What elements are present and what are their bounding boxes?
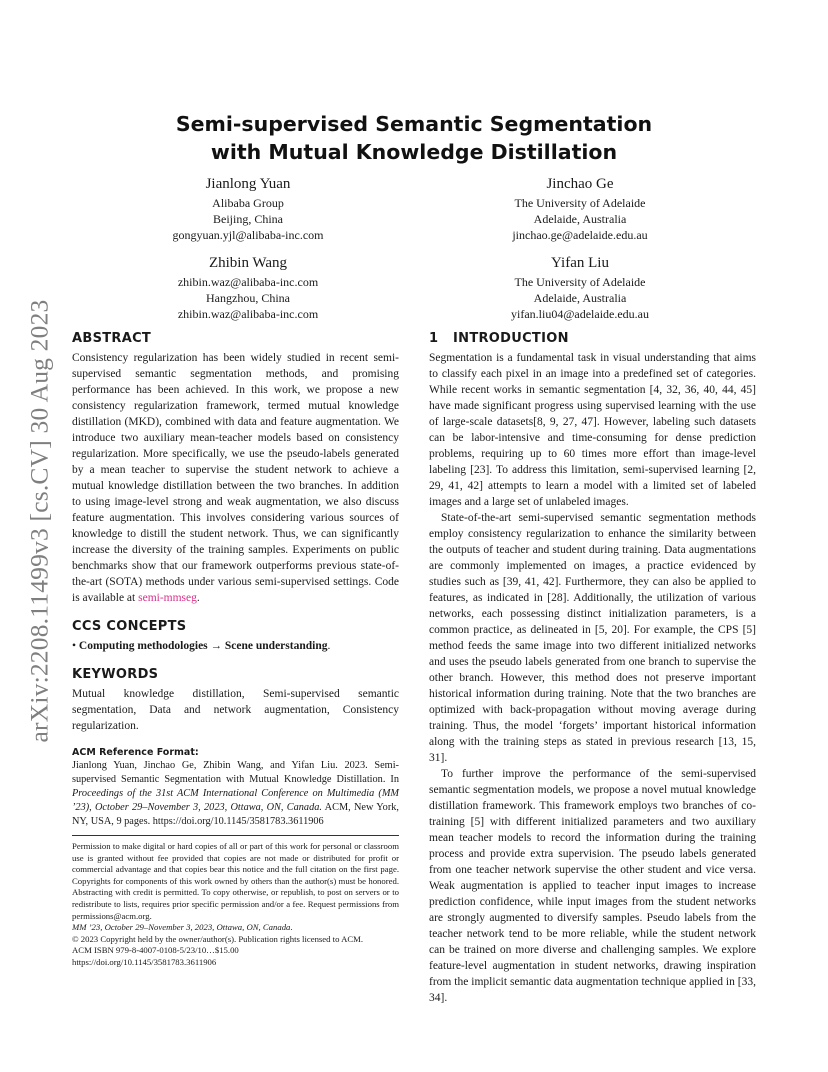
abstract-heading: ABSTRACT <box>72 331 152 346</box>
author-email: zhibin.waz@alibaba-inc.com <box>177 307 319 321</box>
author-location: Beijing, China <box>213 212 283 226</box>
left-column <box>72 330 399 829</box>
author-email: jinchao.ge@adelaide.edu.au <box>512 228 648 242</box>
acm-reference-proceedings: Proceedings of the 31st ACM International Conference on Multimedia (MM ’23), October 29–November 3, 2023, Ottawa, ON, Canada. <box>72 788 399 813</box>
acm-reference-part2: ACM, New York, NY, USA, 9 pages. https://doi.org/10.1145/3581783.3611906 <box>72 802 399 827</box>
title-line-2: with Mutual Knowledge Distillation <box>210 140 618 164</box>
author-location: Adelaide, Australia <box>533 212 627 226</box>
paper-title <box>100 110 728 166</box>
section-number: 1 <box>429 331 439 346</box>
arxiv-identifier: arXiv:2208.11499v3 [cs.CV] 30 Aug 2023 <box>24 299 53 743</box>
right-column <box>429 330 756 1006</box>
author-block <box>460 254 700 322</box>
code-link[interactable]: semi-mmseg <box>138 592 197 604</box>
ccs-concept-item <box>72 638 399 654</box>
ccs-end: . <box>327 640 331 652</box>
venue-line: MM ’23, October 29–November 3, 2023, Ottawa, ON, Canada <box>72 922 291 933</box>
author-name: Zhibin Wang <box>208 255 288 271</box>
author-location: Adelaide, Australia <box>533 291 627 305</box>
author-affiliation: Alibaba Group <box>212 196 284 210</box>
abstract-text <box>72 350 399 606</box>
intro-paragraph-2: State-of-the-art semi-supervised semantic segmentation methods employ consistency regularization to enhance the similarity between the outputs of teacher and student during training. Data augmentations are commonly implemented on images, a practice evidenced by studies such as [39, 41, 42]. Furthermore, they can also be applied to features, as indicated in [28]. Additionally, the utilization of various networks, each possessing distinct initialization parameters, is a common practice, as delineated in [5, 20]. For example, the CPS [5] method feeds the same image into two different initialized networks and uses the pseudo labels generated from one branch to supervise the other branch. However, this method does not preserve important historical information during training. Note that the two branches are optimized with back-propagation without moving average during training. Thus, the model ‘forgets’ important historical information along with the training steps as stated in previous research [13, 15, 31]. <box>429 512 756 764</box>
author-block <box>128 175 368 243</box>
footnote-rule <box>72 835 399 836</box>
venue-end: . <box>290 922 293 933</box>
author-affiliation: The University of Adelaide <box>514 275 646 289</box>
ccs-heading: CCS CONCEPTS <box>72 619 187 634</box>
copyright-line: © 2023 Copyright held by the owner/author(s). Publication rights licensed to ACM. <box>72 933 364 944</box>
author-name: Yifan Liu <box>551 255 609 271</box>
keywords-heading: KEYWORDS <box>72 667 159 682</box>
author-email: gongyuan.yjl@alibaba-inc.com <box>172 228 324 242</box>
abstract-end: . <box>196 592 200 604</box>
acm-reference-heading: ACM Reference Format: <box>72 747 199 758</box>
doi-link[interactable]: https://doi.org/10.1145/3581783.3611906 <box>72 956 217 967</box>
author-block <box>128 254 368 322</box>
ccs-concept-text: Computing methodologies → Scene understanding <box>78 640 328 652</box>
author-block <box>460 175 700 243</box>
acm-reference-text <box>72 759 399 829</box>
section-title: INTRODUCTION <box>453 331 569 346</box>
ccs-bullet: • <box>72 640 77 652</box>
intro-paragraph-1: Segmentation is a fundamental task in visual understanding that aims to classify each pixel in an image into a predefined set of categories. While recent works in semantic segmentation [4, 32, 36, 40, 44, 45] have made significant progress using supervised learning with the use of large-scale datasets[8, 9, 27, 47]. However, labeling such datasets can be labor-intensive and time-consuming for dense prediction problems, requiring up to 60 times more effort than image-level labeling [23]. To address this limitation, semi-supervised learning [2, 29, 41, 42] attempts to learn a model with a limited set of labeled images and a large set of unlabeled images. <box>429 352 756 508</box>
isbn-line: ACM ISBN 979-8-4007-0108-5/23/10…$15.00 <box>72 945 239 956</box>
arxiv-stamp <box>22 282 56 760</box>
introduction-heading <box>429 330 756 347</box>
author-location: Hangzhou, China <box>206 291 290 305</box>
permission-text: Permission to make digital or hard copies of all or part of this work for personal or classroom use is granted without fee provided that copies are not made or distributed for profit or commercial advantage and that copies bear this notice and the full citation on the first page. Copyrights for components of this work owned by others than the author(s) must be honored. Abstracting with credit is permitted. To copy otherwise, or republish, to post on servers or to redistribute to lists, requires prior specific permission and/or a fee. Request permissions from permissions@acm.org. <box>72 841 399 921</box>
abstract-body: Consistency regularization has been widely studied in recent semi-supervised semantic segmentation methods, and promising performance has been achieved. In this work, we propose a new consistency regularization framework, termed mutual knowledge distillation (MKD), combined with data and feature augmentation. We introduce two auxiliary mean-teacher models based on consistency regularization. More specifically, we use the pseudo-labels generated by a mean teacher to supervise the student network to achieve a mutual knowledge distillation between the two branches. In addition to using image-level strong and weak augmentation, we also discuss feature augmentation. This involves considering various sources of knowledge to distill the student network. Thus, we can significantly increase the diversity of the training samples. Experiments on public benchmarks show that our framework outperforms previous state-of-the-art (SOTA) methods under various semi-supervised settings. Code is available at <box>72 352 399 604</box>
author-affiliation: The University of Adelaide <box>514 196 646 210</box>
permission-footnote <box>72 835 399 969</box>
intro-paragraph-3: To further improve the performance of the semi-supervised semantic segmentation models, we propose a novel mutual knowledge distillation framework. This framework employs two branches of co-training [5] with different initialized parameters and two auxiliary mean teacher models to record the information during the training process and provide extra supervision. The pseudo labels generated from one teacher network supervise the other student and vice versa. Weak augmentation is applied to teacher input images to increase prediction confidence, while input images from the student networks are strongly augmented to diversify samples. Pseudo labels from the teacher network tend to be more reliable, while the student network can be trained on more diverse and challenging samples. We explore feature-level augmentation in student networks, drawing inspiration from the implicit semantic data augmentation technique applied in [33, 34]. <box>429 768 756 1004</box>
author-name: Jianlong Yuan <box>205 176 291 192</box>
title-line-1: Semi-supervised Semantic Segmentation <box>175 112 653 136</box>
author-name: Jinchao Ge <box>546 176 614 192</box>
author-email: yifan.liu04@adelaide.edu.au <box>511 307 649 321</box>
keywords-text: Mutual knowledge distillation, Semi-supervised semantic segmentation, Data and network augmentation, Consistency regularization. <box>72 688 399 732</box>
acm-reference-part1: Jianlong Yuan, Jinchao Ge, Zhibin Wang, and Yifan Liu. 2023. Semi-supervised Semantic Segmentation with Mutual Knowledge Distillation. In <box>72 760 399 785</box>
author-affiliation: zhibin.waz@alibaba-inc.com <box>177 275 319 289</box>
